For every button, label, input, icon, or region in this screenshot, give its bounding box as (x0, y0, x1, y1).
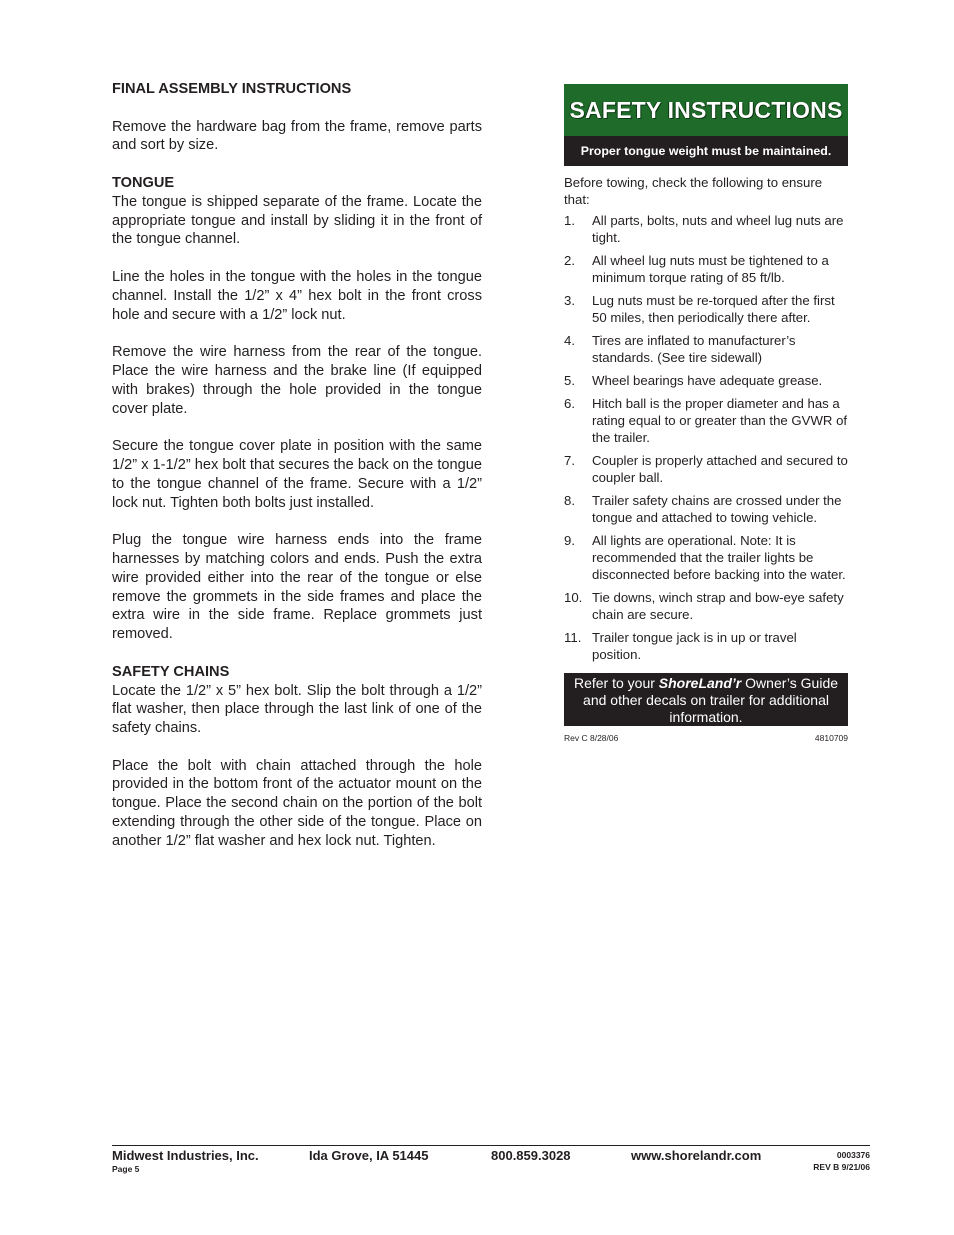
safety-subheader: Proper tongue weight must be maintained. (564, 136, 848, 166)
revision-date: Rev C 8/28/06 (564, 733, 619, 743)
list-item: 1. All parts, bolts, nuts and wheel lug nuts are tight. (564, 213, 844, 245)
part-number: 4810709 (814, 733, 848, 743)
list-item: 6. Hitch ball is the proper diameter and has a rating equal to or greater than the GVWR of the trailer. (564, 396, 848, 445)
brand-name: ShoreLand’r (658, 675, 742, 691)
list-item: 7. Coupler is properly attached and secured to coupler ball. (564, 453, 848, 485)
list-item: 5. Wheel bearings have adequate grease. (564, 373, 823, 388)
tongue-paragraph-1: The tongue is shipped separate of the frame. Locate the appropriate tongue and install by sliding it in the front of the tongue channel. (112, 193, 482, 248)
list-item: 10. Tie downs, winch strap and bow-eye safety chain are secure. (564, 590, 844, 622)
refer-notice: Refer to your ShoreLand’r Owner’s Guide and other decals on trailer for additional information. (564, 673, 848, 726)
footer-phone: 800.859.3028 (491, 1148, 571, 1163)
safety-header-text: SAFETY INSTRUCTIONS (569, 96, 843, 123)
tongue-paragraph-2: Line the holes in the tongue with the holes in the tongue channel. Install the 1/2” x 4” hex bolt in the front cross hole and secure with a 1/2” lock nut. (112, 268, 482, 323)
list-item: 8. Trailer safety chains are crossed under the tongue and attached to towing vehicle. (564, 493, 842, 525)
footer-city: Ida Grove, IA 51445 (309, 1148, 429, 1163)
tongue-paragraph-3: Remove the wire harness from the rear of the tongue. Place the wire harness and the brake line (If equipped with brakes) through the hole provided in the tongue cover plate. (112, 344, 482, 417)
assembly-instructions (112, 80, 482, 869)
tongue-paragraph-5: Plug the tongue wire harness ends into the frame harnesses by matching colors and ends. Push the extra wire provided either into the rear of the tongue or else remove the grommets in the side frames and place the extra wire in the side frame. Replace grommets just removed. (112, 532, 482, 643)
chains-paragraph-1: Locate the 1/2” x 5” hex bolt. Slip the bolt through a 1/2” flat washer, then place through the last link of one of the safety chains. (112, 682, 482, 737)
document-revision: REV B 9/21/06 (813, 1162, 870, 1172)
safety-panel (564, 84, 848, 743)
revision-row (564, 733, 848, 743)
list-item: 2. All wheel lug nuts must be tightened to a minimum torque rating of 85 ft/lb. (564, 253, 829, 285)
document-number: 0003376 (836, 1150, 870, 1160)
list-item: 3. Lug nuts must be re-torqued after the first 50 miles, then periodically there after. (564, 293, 835, 325)
footer-website: www.shorelandr.com (631, 1148, 762, 1163)
footer-company: Midwest Industries, Inc. (112, 1148, 259, 1163)
safety-header (564, 84, 848, 136)
page-heading: FINAL ASSEMBLY INSTRUCTIONS (112, 81, 352, 97)
tongue-title: TONGUE (112, 174, 175, 191)
safety-chains-title: SAFETY CHAINS (112, 663, 230, 680)
list-item: 11. Trailer tongue jack is in up or travel position. (564, 630, 797, 662)
page-number: Page 5 (112, 1164, 140, 1174)
chains-paragraph-2: Place the bolt with chain attached through the hole provided in the bottom front of the actuator mount on the tongue. Place the second chain on the portion of the bolt extending through the other side of the tongue. Place on another 1/2” flat washer and hex lock nut. Tighten. (112, 757, 482, 849)
footer-divider (112, 1145, 870, 1146)
tongue-paragraph-4: Secure the tongue cover plate in position with the same 1/2” x 1-1/2” hex bolt that secures the back on the tongue to the tongue channel of the frame. Secure with a 1/2” lock nut. Tighten both bolts just installed. (112, 438, 482, 511)
list-item: 9. All lights are operational. Note: It is recommended that the trailer lights be disconnected before backing into the water. (564, 533, 846, 582)
list-item: 4. Tires are inflated to manufacturer’s standards. (See tire sidewall) (564, 333, 796, 365)
safety-intro: Before towing, check the following to ensure that: (564, 175, 823, 207)
intro-paragraph: Remove the hardware bag from the frame, remove parts and sort by size. (112, 118, 482, 154)
safety-checklist (564, 212, 848, 663)
